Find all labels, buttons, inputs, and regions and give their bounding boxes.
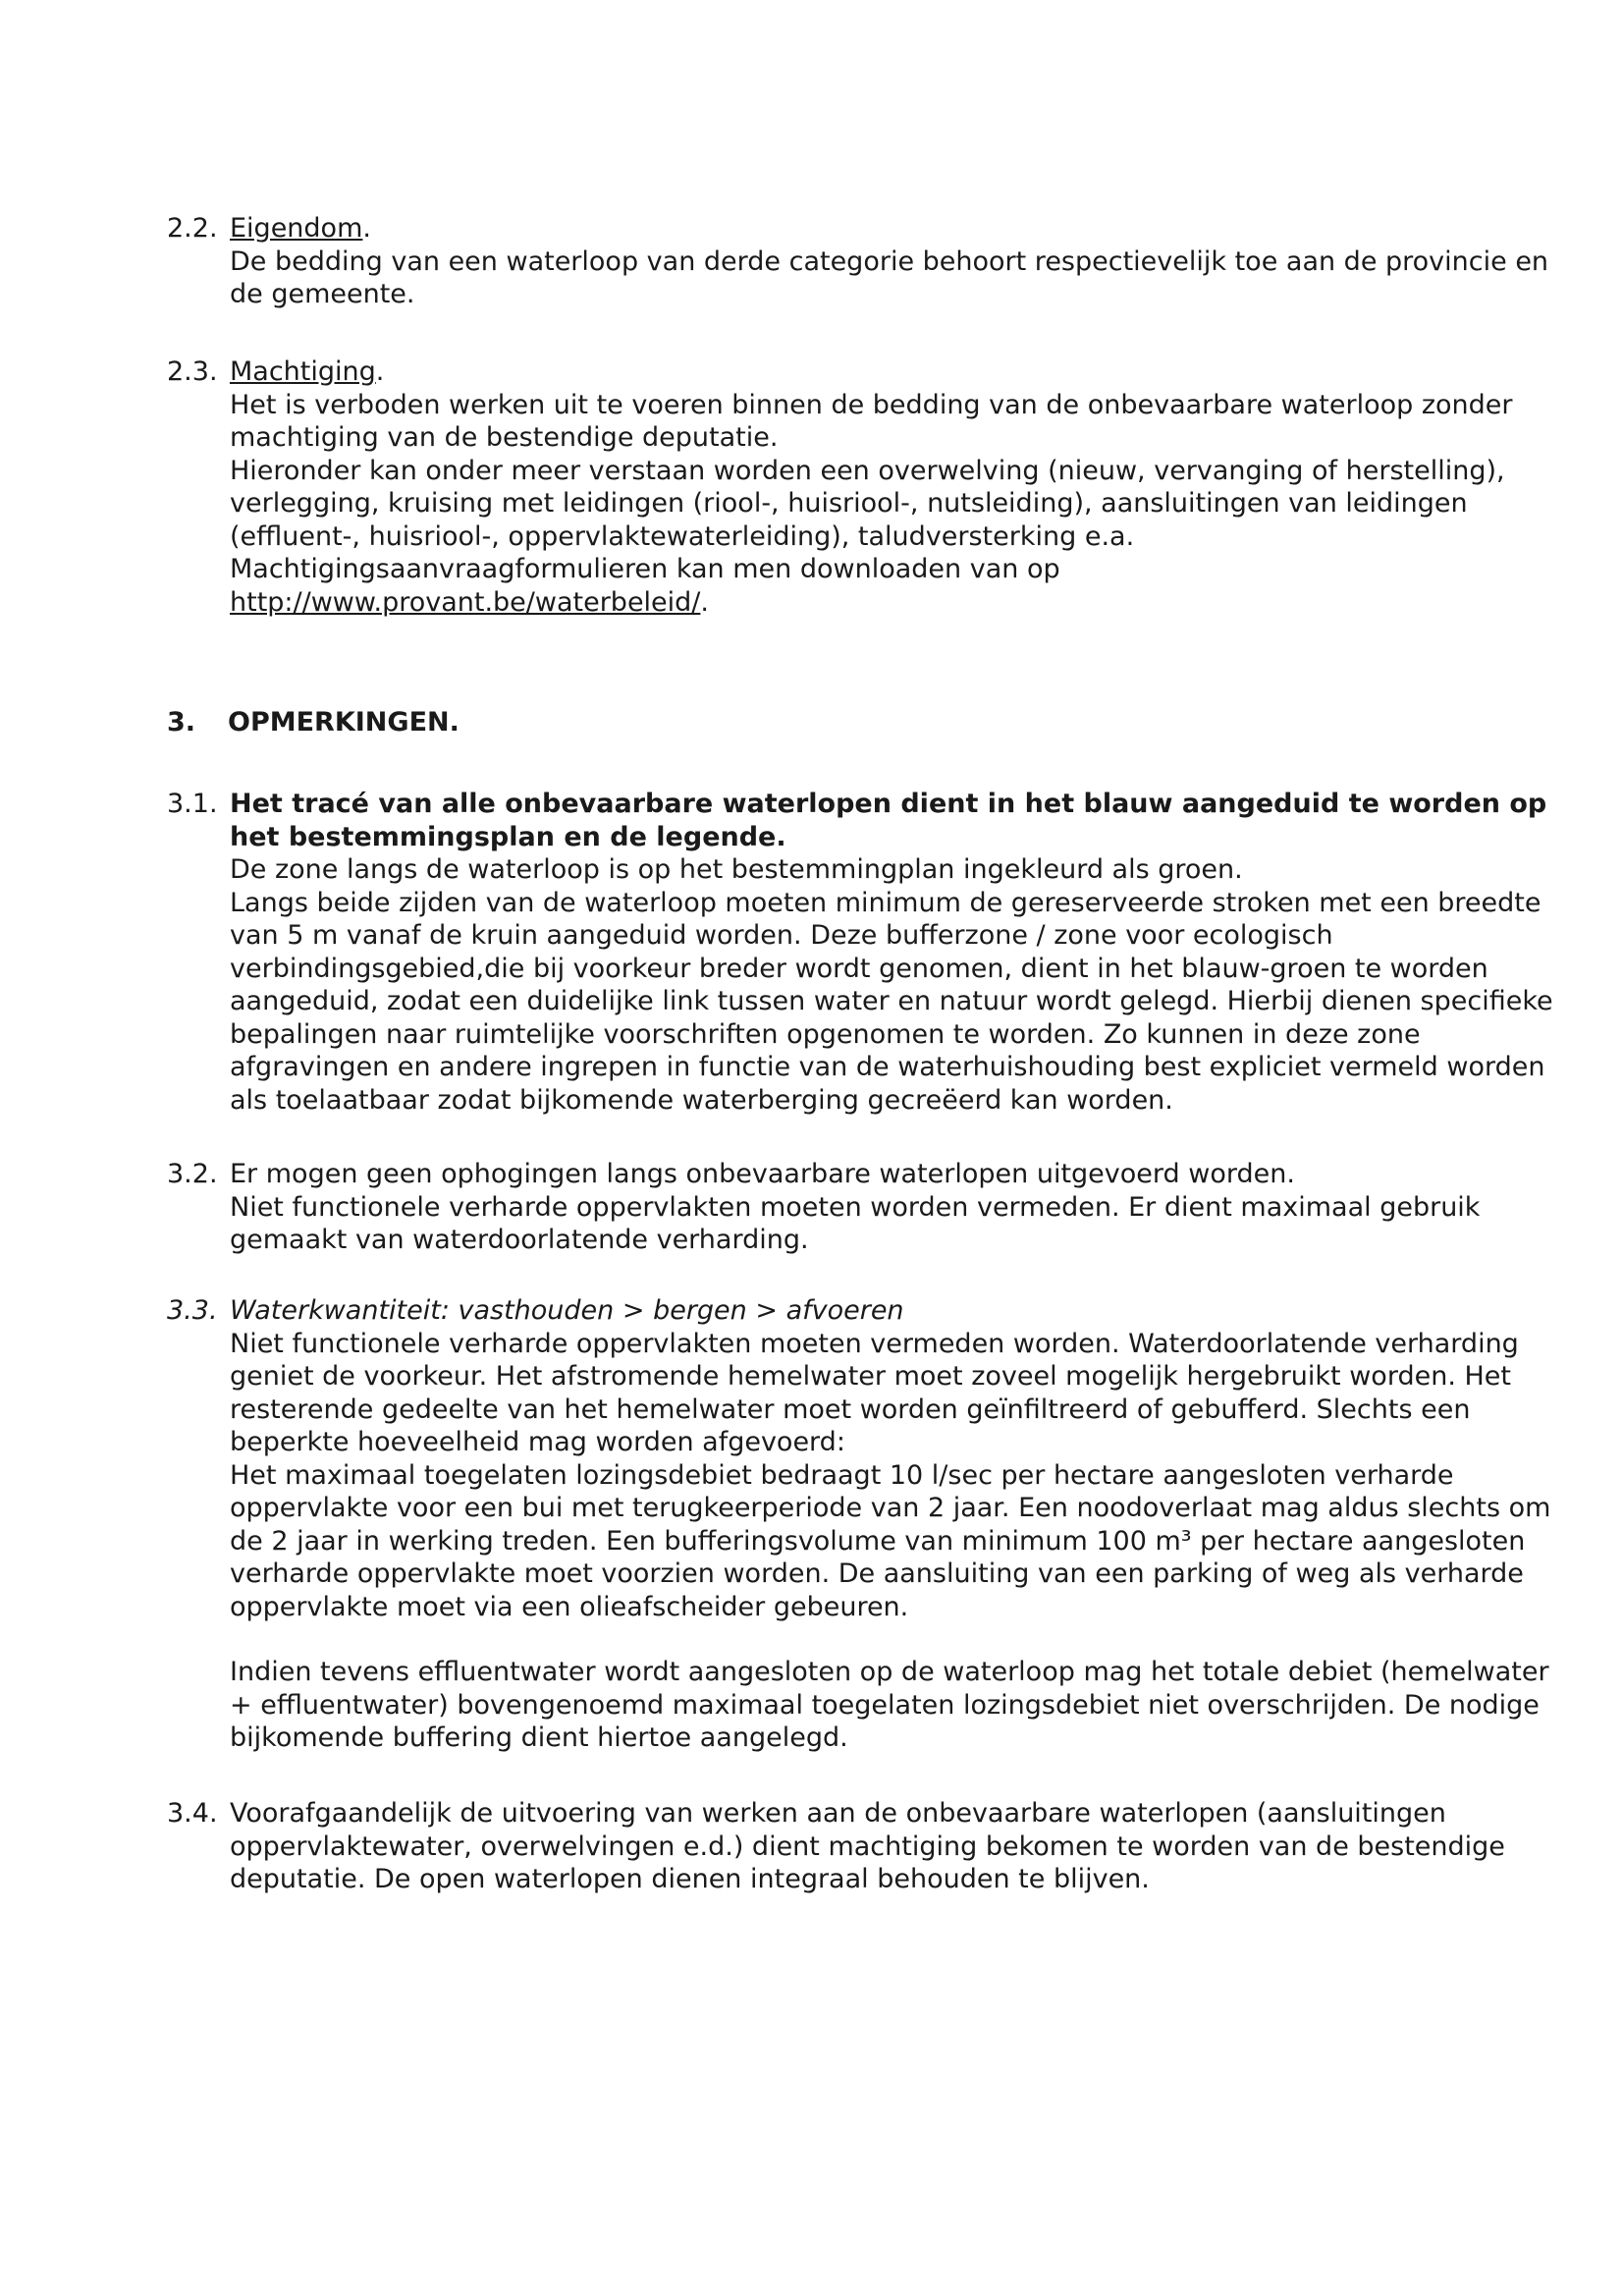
section-number: 3.1. — [167, 789, 218, 819]
paragraph: Machtigingsaanvraagformulieren kan men downloaden van op — [230, 554, 1060, 584]
section-number: 2.3. — [167, 356, 218, 387]
section-body — [230, 1797, 1565, 1896]
section-body: Machtiging. Het is verboden werken uit te voeren binnen de bedding van de onbevaarbare waterloop zonder machtiging van de bestendige deputatie. Hieronder kan onder meer verstaan worden een overwelving (nieuw, vervanging of herstelling), verlegging, kruising met leidingen (riool-, huisriool-, nutsleiding), aansluitingen van leidingen (effluent-, huisriool-, oppervlaktewaterleiding), taludversterking e.a. Machtigingsaanvraagformulieren kan men downloaden van op http://www.provant.be/waterbeleid/. — [230, 355, 1565, 619]
section-3-heading — [167, 706, 460, 738]
section-title: OPMERKINGEN. — [228, 707, 460, 738]
paragraph: Niet functionele verharde oppervlakten moeten worden vermeden. Er dient maximaal gebruik gemaakt van waterdoorlatende verharding. — [230, 1191, 1481, 1255]
paragraph: Het is verboden werken uit te voeren binnen de bedding van de onbevaarbare waterloop zonder machtiging van de bestendige deputatie. — [230, 389, 1513, 453]
section-title: Eigendom — [230, 213, 363, 244]
section-number: 3.3. — [167, 1295, 218, 1326]
section-subtitle: Waterkwantiteit: vasthouden > bergen > afvoeren — [230, 1295, 904, 1326]
bold-statement: Het tracé van alle onbevaarbare waterlopen dient in het blauw aangeduid te worden op het bestemmingsplan en de legende. — [230, 789, 1547, 852]
section-number: 3.4. — [167, 1798, 218, 1829]
section-body: Eigendom. De bedding van een waterloop van derde categorie behoort respectievelijk toe aan de provincie en de gemeente. — [230, 212, 1565, 311]
paragraph: De bedding van een waterloop van derde categorie behoort respectievelijk toe aan de provincie en de gemeente. — [230, 246, 1549, 309]
section-number: 3.2. — [167, 1159, 218, 1189]
section-body — [230, 1158, 1565, 1257]
paragraph: Indien tevens effluentwater wordt aangesloten op de waterloop mag het totale debiet (hemelwater + effluentwater) bovengenoemd maximaal toegelaten lozingsdebiet niet overschrijden. De nodige bijkomende buffering dient hiertoe aangelegd. — [230, 1657, 1549, 1753]
paragraph: Het maximaal toegelaten lozingsdebiet bedraagt 10 l/sec per hectare aangesloten verharde oppervlakte voor een bui met terugkeerperiode van 2 jaar. Een noodoverlaat mag aldus slechts om de 2 jaar in werking treden. Een bufferingsvolume van minimum 100 m³ per hectare aangesloten verharde oppervlakte moet voorzien worden. De aansluiting van een parking of weg als verharde oppervlakte moet via een olieafscheider gebeuren. — [230, 1459, 1551, 1622]
section-body — [230, 1294, 1565, 1755]
section-title: Machtiging — [230, 356, 376, 387]
section-number: 2.2. — [167, 213, 218, 244]
paragraph: Langs beide zijden van de waterloop moeten minimum de gereserveerde stroken met een breedte van 5 m vanaf de kruin aangeduid worden. Deze bufferzone / zone voor ecologisch verbindingsgebied,die bij voorkeur breder wordt genomen, dient in het blauw-groen te worden aangeduid, zodat een duidelijke link tussen water en natuur wordt gelegd. Hierbij dienen specifieke bepalingen naar ruimtelijke voorschriften opgenomen te worden. Zo kunnen in deze zone afgravingen en andere ingrepen in functie van de waterhuishouding best expliciet vermeld worden als toelaatbaar zodat bijkomende waterberging gecreëerd kan worden. — [230, 887, 1553, 1116]
section-body — [230, 788, 1565, 1117]
paragraph: Er mogen geen ophogingen langs onbevaarbare waterlopen uitgevoerd worden. — [230, 1159, 1295, 1189]
paragraph: Hieronder kan onder meer verstaan worden een overwelving (nieuw, vervanging of herstelling), verlegging, kruising met leidingen (riool-, huisriool-, nutsleiding), aansluitingen van leidingen (effluent-, huisriool-, oppervlaktewaterleiding), taludversterking e.a. — [230, 455, 1505, 552]
download-link[interactable]: http://www.provant.be/waterbeleid/ — [230, 586, 701, 618]
paragraph: De zone langs de waterloop is op het bestemmingplan ingekleurd als groen. — [230, 854, 1243, 885]
paragraph: Voorafgaandelijk de uitvoering van werken aan de onbevaarbare waterlopen (aansluitingen oppervlaktewater, overwelvingen e.d.) dient machtiging bekomen te worden van de bestendige deputatie. De open waterlopen dienen integraal behouden te blijven. — [230, 1798, 1505, 1894]
paragraph: Niet functionele verharde oppervlakten moeten vermeden worden. Waterdoorlatende verharding geniet de voorkeur. Het afstromende hemelwater moet zoveel mogelijk hergebruikt worden. Het resterende gedeelte van het hemelwater moet worden geïnfiltreerd of gebufferd. Slechts een beperkte hoeveelheid mag worden afgevoerd: — [230, 1328, 1519, 1457]
section-number: 3. — [167, 707, 196, 738]
